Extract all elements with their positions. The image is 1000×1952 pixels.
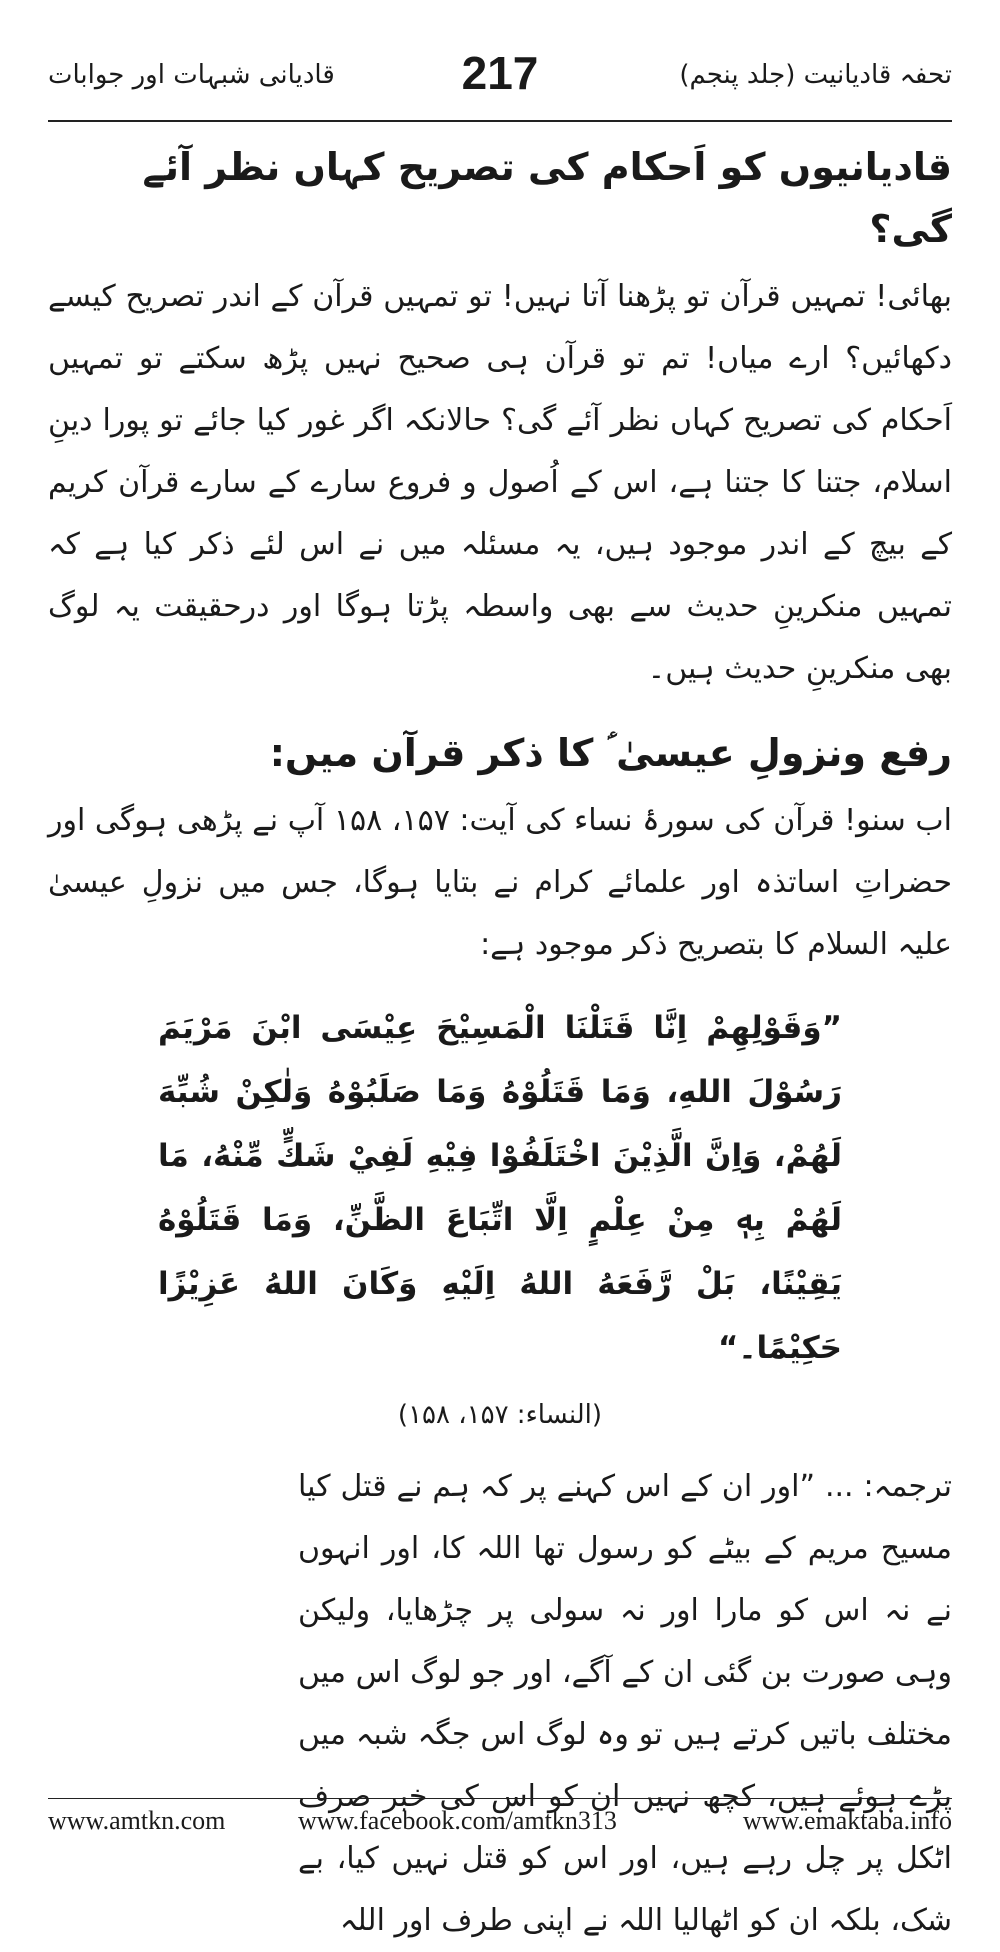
footer-link-facebook[interactable]: www.facebook.com/amtkn313	[298, 1806, 617, 1835]
page-footer	[48, 1806, 952, 1842]
footer-link-emaktaba[interactable]: www.emaktaba.info	[742, 1806, 952, 1835]
page-number: 217	[461, 47, 539, 99]
book-title: تحفہ قادیانیت (جلد پنجم)	[679, 60, 952, 90]
section-heading-1: قادیانیوں کو اَحکام کی تصریح کہاں نظر آئے گی؟	[142, 145, 952, 251]
section-heading-2: رفع ونزولِ عیسیٰ ؑ کا ذکر قرآن میں:	[269, 731, 952, 775]
quranic-verse: ”وَقَوْلِهِمْ اِنَّا قَتَلْنَا الْمَسِيْحَ عِيْسَى ابْنَ مَرْيَمَ رَسُوْلَ اللهِ، وَمَا قَتَلُوْهُ وَمَا صَلَبُوْهُ وَلٰكِنْ شُبِّهَ لَهُمْ، وَاِنَّ الَّذِيْنَ اخْتَلَفُوْا فِيْهِ لَفِيْ شَكٍّ مِّنْهُ، مَا لَهُمْ بِهٖ مِنْ عِلْمٍ اِلَّا اتِّبَاعَ الظَّنِّ، وَمَا قَتَلُوْهُ يَقِيْنًا، بَلْ رَّفَعَهُ اللهُ اِلَيْهِ وَكَانَ اللهُ عَزِيْزًا حَكِيْمًا۔“	[158, 1010, 842, 1366]
verse-translation: ترجمہ: ... ”اور ان کے اس کہنے پر کہ ہم نے قتل کیا مسیح مریم کے بیٹے کو رسول تھا اللہ کا، اور انہوں نے نہ اس کو مارا اور نہ سولی پر چڑھایا، ولیکن وہی صورت بن گئی ان کے آگے، اور جو لوگ اس میں مختلف باتیں کرتے ہیں تو وہ لوگ اس جگہ شبہ میں پڑے ہوئے ہیں، کچھ نہیں ان کو اس کی خبر صرف اٹکل پر چل رہے ہیں، اور اس کو قتل نہیں کیا، بے شک، بلکہ ان کو اٹھالیا اللہ نے اپنی طرف اور اللہ	[298, 1469, 952, 1938]
chapter-title: قادیانی شبہات اور جوابات	[48, 60, 335, 90]
footer-link-amtkn[interactable]: www.amtkn.com	[48, 1806, 226, 1835]
section-paragraph-1: بھائی! تمہیں قرآن تو پڑھنا آتا نہیں! تو تمہیں قرآن کے اندر تصریح کیسے دکھائیں؟ ارے میاں! تم تو قرآن ہی صحیح نہیں پڑھ سکتے تو تمہیں اَحکام کی تصریح کہاں نظر آئے گی؟ حالانکہ اگر غور کیا جائے تو پورا دینِ اسلام، جتنا کا جتنا ہے، اس کے اُصول و فروع سارے کے سارے قرآن کریم کے بیچ کے اندر موجود ہیں، یہ مسئلہ میں نے اس لئے ذکر کیا ہے کہ تمہیں منکرینِ حدیث سے بھی واسطہ پڑتا ہوگا اور درحقیقت یہ لوگ بھی منکرینِ حدیث ہیں۔	[48, 279, 952, 686]
header-divider	[48, 120, 952, 122]
page-body	[48, 132, 952, 1952]
page-header	[48, 46, 952, 116]
verse-reference: (النساء: ۱۵۷، ۱۵۸)	[397, 1400, 603, 1430]
footer-divider	[48, 1798, 952, 1799]
section-paragraph-2: اب سنو! قرآن کی سورۂ نساء کی آیت: ۱۵۷، ۱۵۸ آپ نے پڑھی ہوگی اور حضراتِ اساتذہ اور علمائے کرام نے بتایا ہوگا، جس میں نزولِ عیسیٰ علیہ السلام کا بتصریح ذکر موجود ہے:	[48, 803, 952, 962]
